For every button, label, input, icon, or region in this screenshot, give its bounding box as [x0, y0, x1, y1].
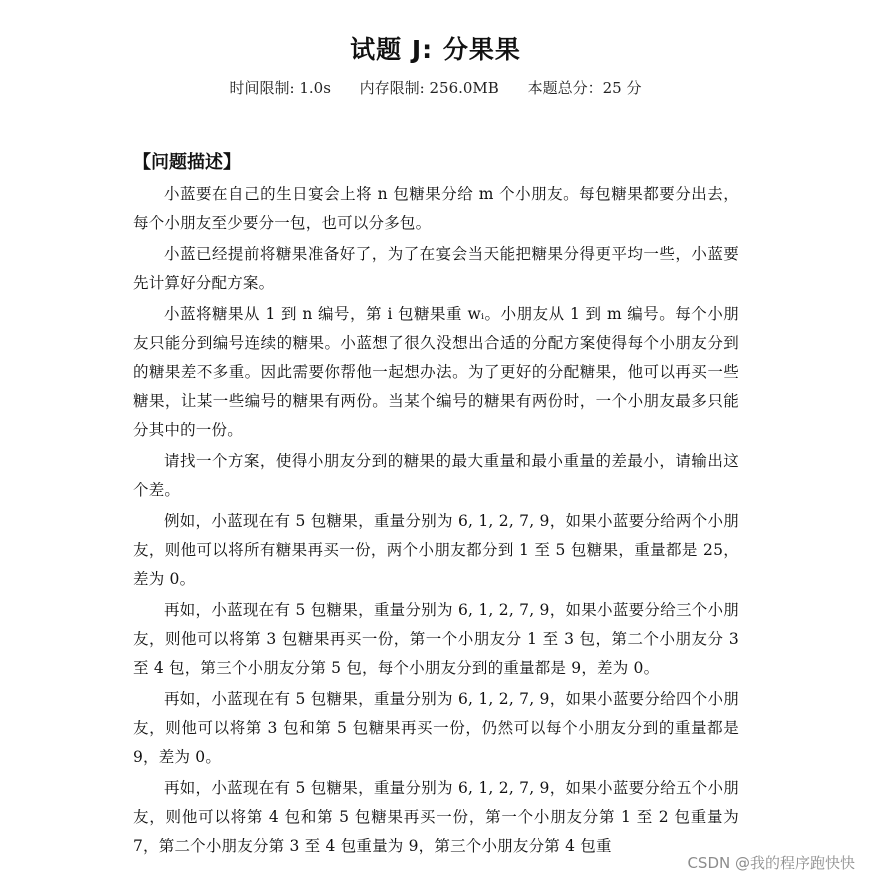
paragraph: 再如，小蓝现在有 5 包糖果，重量分别为 6, 1, 2, 7, 9，如果小蓝要分给三个小朋友，则他可以将第 3 包糖果再买一份，第一个小朋友分 1 至 3 包，第二个小朋友分 3 至 4 包，第三个小朋友分第 5 包，每个小朋友分到的重量都是 9，差为 0。: [133, 601, 739, 677]
paragraph: 再如，小蓝现在有 5 包糖果，重量分别为 6, 1, 2, 7, 9，如果小蓝要分给四个小朋友，则他可以将第 3 包和第 5 包糖果再买一份，仍然可以每个小朋友分到的重量都是 9，差为 0。: [133, 690, 739, 766]
paragraph: 请找一个方案，使得小朋友分到的糖果的最大重量和最小重量的差最小，请输出这个差。: [133, 452, 739, 499]
paragraph: 小蓝已经提前将糖果准备好了，为了在宴会当天能把糖果分得更平均一些，小蓝要先计算好分配方案。: [133, 245, 739, 292]
time-limit: 时间限制: 1.0s: [229, 79, 331, 97]
paragraph: 例如，小蓝现在有 5 包糖果，重量分别为 6, 1, 2, 7, 9，如果小蓝要分给两个小朋友，则他可以将所有糖果再买一份，两个小朋友都分到 1 至 5 包糖果，重量都是 25，差为 0。: [133, 512, 739, 588]
csdn-watermark: CSDN @我的程序跑快快: [687, 854, 855, 872]
memory-limit: 内存限制: 256.0MB: [359, 79, 499, 97]
paragraph: 小蓝将糖果从 1 到 n 编号，第 i 包糖果重 wᵢ。小朋友从 1 到 m 编号。每个小朋友只能分到编号连续的糖果。小蓝想了很久没想出合适的分配方案使得每个小朋友分到的糖果差不多重。因此需要你帮他一起想办法。为了更好的分配糖果，他可以再买一些糖果，让某一些编号的糖果有两份。当某个编号的糖果有两份时，一个小朋友最多只能分其中的一份。: [133, 305, 739, 439]
problem-meta: [0, 77, 871, 98]
paragraph: 小蓝要在自己的生日宴会上将 n 包糖果分给 m 个小朋友。每包糖果都要分出去，每个小朋友至少要分一包，也可以分多包。: [133, 185, 739, 232]
problem-title: 试题 J: 分果果: [350, 35, 521, 64]
paragraph: 再如，小蓝现在有 5 包糖果，重量分别为 6, 1, 2, 7, 9，如果小蓝要分给五个小朋友，则他可以将第 4 包和第 5 包糖果再买一份，第一个小朋友分第 1 至 2 包重量为 7，第二个小朋友分第 3 至 4 包重量为 9，第三个小朋友分第 4 包重: [133, 779, 739, 855]
total-score: 本题总分：25 分: [527, 79, 642, 97]
section-heading: 【问题描述】: [133, 152, 241, 173]
problem-description: [133, 180, 739, 863]
